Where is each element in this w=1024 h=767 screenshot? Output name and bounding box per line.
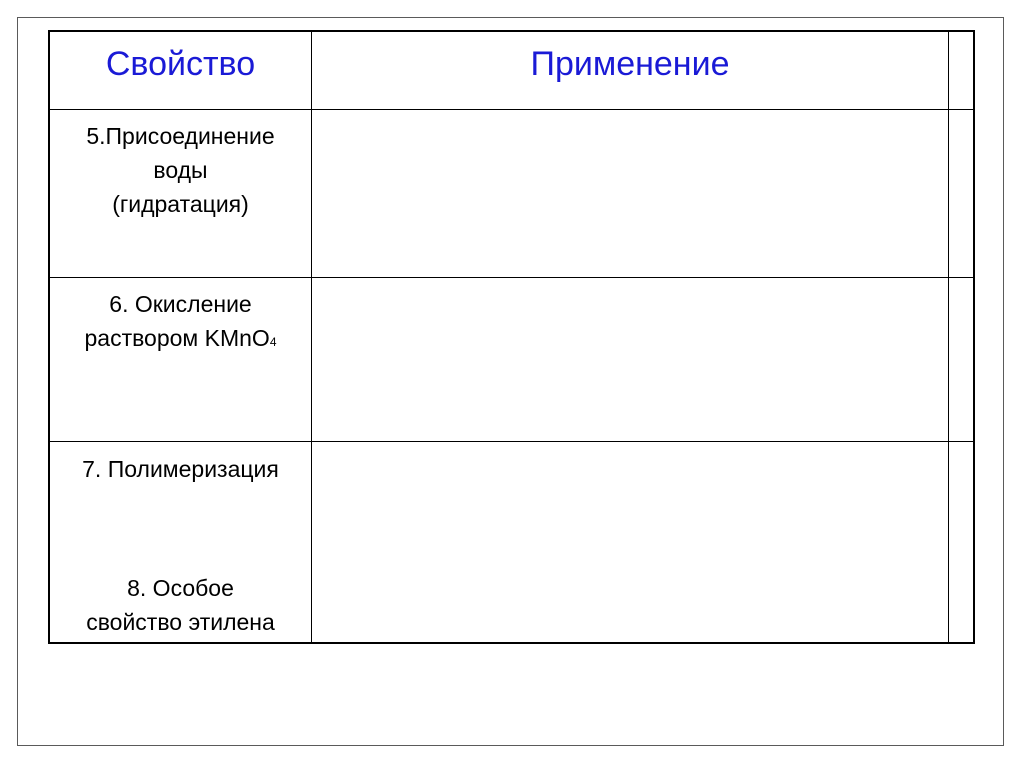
row-divider-1 bbox=[50, 277, 973, 278]
row-1-line-1: 5.Присоединение bbox=[86, 123, 275, 149]
properties-table bbox=[48, 30, 975, 644]
row-2-line-2 bbox=[50, 321, 311, 359]
row-3-property-top bbox=[50, 452, 311, 486]
column-divider-narrow bbox=[948, 32, 949, 642]
row-3-line-2: 8. Особое bbox=[127, 575, 234, 601]
row-1-line-3: (гидратация) bbox=[112, 191, 249, 217]
row-3-line-1: 7. Полимеризация bbox=[82, 456, 279, 482]
header-application: Применение bbox=[530, 45, 730, 83]
row-1-line-2: воды bbox=[153, 157, 208, 183]
row-2-subscript: 4 bbox=[269, 335, 277, 349]
row-1-property bbox=[50, 119, 311, 221]
row-2-line-1: 6. Окисление bbox=[109, 291, 252, 317]
column-divider-main bbox=[311, 32, 312, 642]
row-divider-2 bbox=[50, 441, 973, 442]
header-property: Свойство bbox=[105, 45, 256, 83]
row-3-line-3: свойство этилена bbox=[86, 609, 275, 635]
row-divider-header bbox=[50, 109, 973, 110]
row-2-property bbox=[50, 287, 311, 359]
row-3-property-bottom bbox=[50, 571, 311, 639]
row-2-formula: раствором KMnO bbox=[84, 325, 270, 351]
